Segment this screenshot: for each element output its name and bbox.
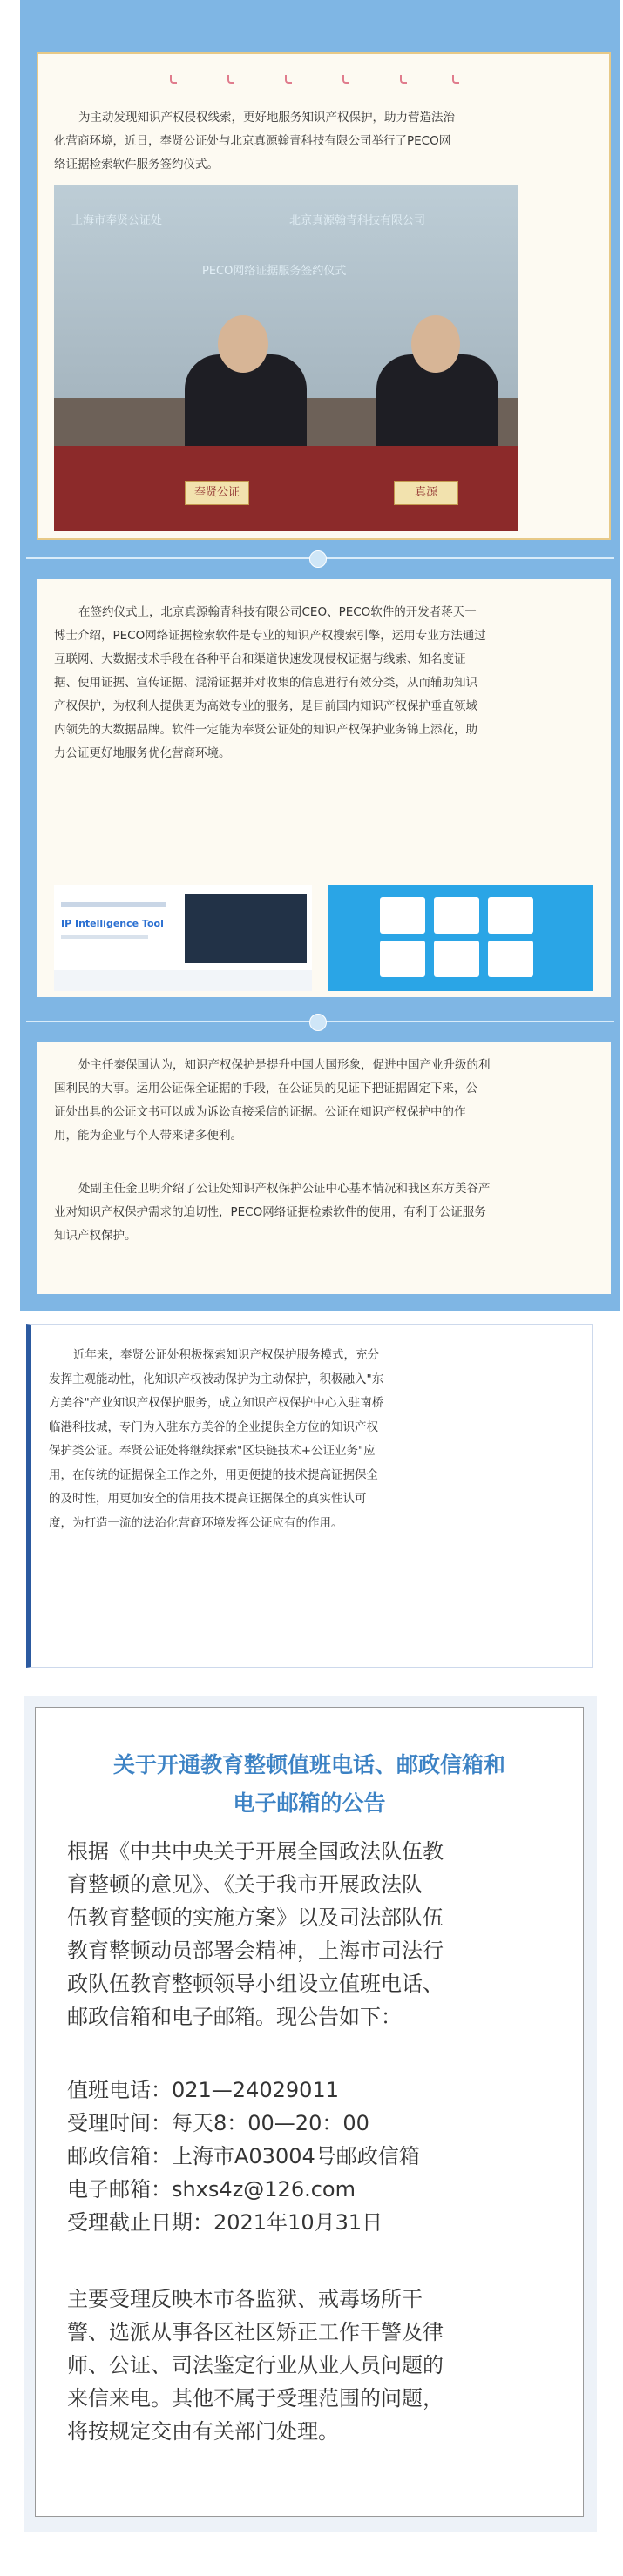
person-left-head xyxy=(218,315,268,373)
text-placeholder xyxy=(61,902,166,907)
signing-ceremony-photo xyxy=(54,185,518,531)
name-plate-right: 真源 xyxy=(394,481,458,505)
ceremony-paragraph: 在签约仪式上，北京真源翰青科技有限公司CEO、PECO软件的开发者蒋天一 博士介绍，PECO网络证据检索软件是专业的知识产权搜索引擎，运用专业方法通过 互联网、大数据技术手段在各种平台和渠道快速发现侵权证据与线索、知名度证 据、使用证据、宣传证据、混淆证据并对收集的信息进行有效分类，从而辅助知识 产权保护，为权利人提供更为高效专业的服务，是目前国内知识产权保护垂直领域 内领先的大数据品牌。软件一定能为奉贤公证处的知识产权保护业务锦上添花，助 力公证更好地服务优化营商环境。 xyxy=(54,605,486,760)
service-hours: 受理时间：每天8：00—20：00 xyxy=(67,2111,369,2135)
chevron-down-icon xyxy=(309,1014,327,1031)
screenshot-footer xyxy=(54,970,312,991)
pin-icon xyxy=(227,75,234,84)
announcement-title: 关于开通教育整顿值班电话、邮政信箱和 电子邮箱的公告 xyxy=(112,1752,505,1816)
screenshot-title: IP Intelligence Tool xyxy=(61,918,164,929)
announcement-scope: 主要受理反映本市各监狱、戒毒场所干 警、选派从事各区社区矫正工作干警及律 师、公证、司法鉴定行业从业人员问题的 来信来电。其他不属于受理范围的问题， 将按规定交由有关部门处理。 xyxy=(67,2287,444,2444)
backdrop-wall: 上海市奉贤公证处 北京真源翰青科技有限公司 PECO网络证据服务签约仪式 xyxy=(54,185,518,398)
pin-icon xyxy=(342,75,349,84)
screenshot-dark-panel xyxy=(185,894,307,963)
postal-box: 邮政信箱：上海市A03004号邮政信箱 xyxy=(67,2144,420,2168)
person-right-head xyxy=(411,315,460,373)
hotline-number: 值班电话：021—24029011 xyxy=(67,2078,339,2102)
pin-icon xyxy=(400,75,407,84)
feature-tile xyxy=(488,897,533,934)
announcement-box xyxy=(35,1707,584,2517)
deputy-paragraph: 处副主任金卫明介绍了公证处知识产权保护公证中心基本情况和我区东方美谷产 业对知识产权保护需求的迫切性，PECO网络证据检索软件的使用，有利于公证服务 知识产权保护。 xyxy=(54,1182,491,1243)
director-paragraph: 处主任秦保国认为，知识产权保护是提升中国大国形象，促进中国产业升级的利 国利民的大事。运用公证保全证据的手段，在公证员的见证下把证据固定下来，公 证处出具的公证文书可以成为诉讼直接采信的证据。公证在知识产权保护中的作 用，能为企业与个人带来诸多便利。 xyxy=(54,1058,491,1143)
name-plate-left: 奉贤公证 xyxy=(185,481,249,505)
email-address[interactable]: 电子邮箱：shxs4z@126.com xyxy=(67,2177,356,2202)
pin-icon xyxy=(285,75,292,84)
pin-icon xyxy=(452,75,459,84)
text-placeholder xyxy=(61,935,148,939)
intro-paragraph: 为主动发现知识产权侵权线索，更好地服务知识产权保护，助力营造法治 化营商环境，近日，奉贤公证处与北京真源翰青科技有限公司举行了PECO网 络证据检索软件服务签约仪式。 xyxy=(54,111,455,172)
divider xyxy=(26,1021,614,1022)
software-screenshot-left xyxy=(54,885,312,991)
pin-icon xyxy=(170,75,177,84)
divider xyxy=(26,557,614,559)
feature-tile xyxy=(434,941,479,977)
software-screenshot-right xyxy=(328,885,593,991)
feature-tile xyxy=(488,941,533,977)
feature-tile xyxy=(380,897,425,934)
binder-pins xyxy=(170,75,457,84)
announcement-intro: 根据《中共中央关于开展全国政法队伍教 育整顿的意见》、《关于我市开展政法队 伍教育整顿的实施方案》以及司法部队伍 教育整顿动员部署会精神，上海市司法行 政队伍教育整顿领导小组设立值班电话、 邮政信箱和电子邮箱。现公告如下： xyxy=(67,1839,444,2029)
feature-tile xyxy=(434,897,479,934)
chevron-down-icon xyxy=(309,550,327,568)
summary-paragraph: 近年来，奉贤公证处积极探索知识产权保护服务模式，充分 发挥主观能动性，化知识产权被动保护为主动保护，积极融入"东 方美谷"产业知识产权保护服务，成立知识产权保护中心入驻南桥 临港科技城，专门为入驻东方美谷的企业提供全方位的知识产权 保护类公证。奉贤公证处将继续探索"区块链技术+公证业务"应 用，在传统的证据保全工作之外，用更便捷的技术提高证据保全 的及时性，用更加安全的信用技术提高证据保全的真实性认可 度，为打造一流的法治化营商环境发挥公证应有的作用。 xyxy=(49,1348,384,1530)
feature-tile xyxy=(380,941,425,977)
deadline-date: 受理截止日期：2021年10月31日 xyxy=(67,2210,383,2235)
announcement-contact-info xyxy=(67,2074,555,2239)
